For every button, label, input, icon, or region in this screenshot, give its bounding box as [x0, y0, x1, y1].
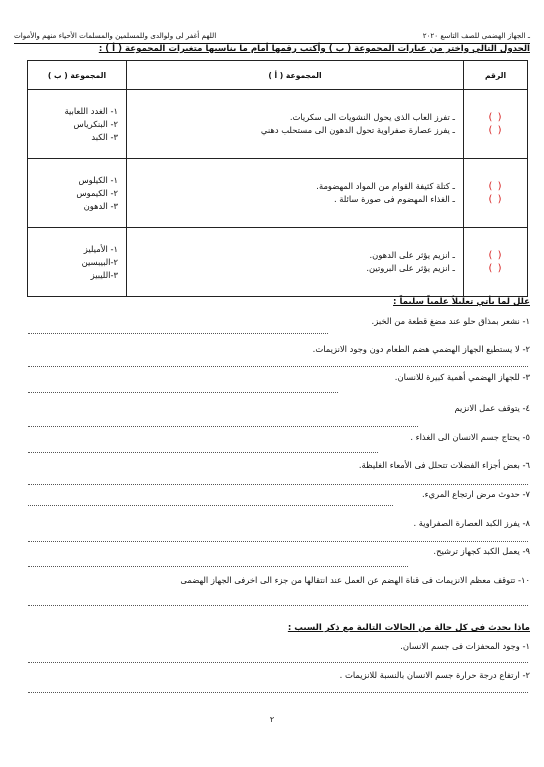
question-item: ١٠- تتوقف معظم الانزيمات فى قناة الهضم عن العمل عند انتقالها من جزء الى اخرفى الجهاز الهضمى [180, 575, 530, 585]
option: ٣-الليبيز [90, 269, 118, 280]
answer-blank[interactable]: ( ) [488, 125, 503, 136]
answer-line[interactable] [28, 541, 528, 542]
matching-table [27, 60, 528, 297]
question-item: ١- وجود المحفزات فى جسم الانسان. [400, 641, 530, 651]
page-header [14, 31, 530, 43]
question-item: ٥- يحتاج جسم الانسان الى الغذاء . [410, 432, 530, 442]
group-b-cell [28, 90, 127, 159]
page-number: ٢ [269, 715, 275, 724]
option: ١- الأميليز [83, 243, 118, 254]
q2-title: علل لما يأتي تعليلاً علمياً سليماً : [393, 297, 530, 307]
statement: ـ الغذاء المهضوم فى صورة سائلة . [333, 194, 455, 204]
question-item: ٩- يعمل الكبد كجهاز ترشيح. [433, 546, 530, 556]
statement: ـ انزيم يؤثر على الدهون. [369, 250, 455, 260]
option: ١- الكيلوس [78, 174, 118, 185]
answer-blank[interactable]: ( ) [488, 112, 503, 123]
group-b-cell [28, 159, 127, 228]
answer-line[interactable] [28, 366, 528, 367]
col-header-number: الرقم [464, 61, 528, 90]
answer-cell [464, 90, 528, 159]
group-a-cell [127, 90, 464, 159]
answer-line[interactable] [28, 333, 328, 334]
answer-blank[interactable]: ( ) [488, 250, 503, 261]
question-item: ٤- يتوقف عمل الانزيم [454, 403, 530, 413]
statement: ـ تفرز العاب الذى يحول النشويات الى سكريات. [289, 112, 455, 122]
q1-title: الجدول التالي واختر من عبارات المجموعة ( ب ) وأكتب رقمها أمام ما يناسبها متغيرات المجموعة ( أ ) : [98, 44, 530, 54]
question-item: ٢- ارتفاع درجة حرارة جسم الانسان بالنسبة للانزيمات . [339, 670, 530, 680]
answer-cell [464, 159, 528, 228]
answer-line[interactable] [28, 505, 393, 506]
answer-blank[interactable]: ( ) [488, 181, 503, 192]
col-header-group-a: المجموعة ( أ ) [127, 61, 464, 90]
option: ٣- الكبد [91, 131, 118, 142]
option: ١- الغدد اللعابية [64, 105, 118, 116]
option: ٣- الدهون [83, 200, 118, 211]
question-item: ٣- للجهاز الهضمي أهمية كبيرة للانسان. [394, 372, 530, 382]
answer-line[interactable] [28, 452, 378, 453]
option: ٢- البنكرياس [73, 118, 118, 129]
answer-line[interactable] [28, 605, 528, 606]
question-item: ٨- يفرز الكبد العصارة الصفراوية . [413, 518, 530, 528]
table-header-row [28, 61, 528, 90]
header-subject: ـ الجهاز الهضمى للصف التاسع ٢٠٢٠ [422, 31, 530, 40]
statement: ـ كتلة كثيفة القوام من المواد المهضومة. [316, 181, 455, 191]
header-prayer: اللهم أغفر لى ولوالدى وللمسلمين والمسلمات الأحياء منهم والأموات [14, 31, 217, 40]
statement: ـ يفرز عصارة صفراوية تحول الدهون الى مستحلب دهني [260, 125, 455, 135]
answer-line[interactable] [28, 426, 418, 427]
table-row [28, 228, 528, 297]
table-row [28, 159, 528, 228]
answer-line[interactable] [28, 692, 528, 693]
answer-line[interactable] [28, 484, 528, 485]
question-item: ٧- حدوث مرض ارتجاع المريء. [421, 489, 530, 499]
answer-cell [464, 228, 528, 297]
option: ٢- الكيموس [76, 187, 118, 198]
question-item: ١- نشعر بمذاق حلو عند مضغ قطعة من الخبز. [371, 316, 530, 326]
col-header-group-b: المجموعة ( ب ) [28, 61, 127, 90]
question-item: ٦- بعض أجزاء الفضلات تتحلل فى الأمعاء الغليظة. [358, 460, 530, 470]
statement: ـ انزيم يؤثر على البروتين. [366, 263, 455, 273]
group-a-cell [127, 228, 464, 297]
group-a-cell [127, 159, 464, 228]
question-item: ٢- لا يستطيع الجهاز الهضمي هضم الطعام دون وجود الانزيمات. [312, 344, 530, 354]
q3-title: ماذا يحدث فى كل حالة من الحالات التالية مع ذكر السبب : [287, 623, 530, 633]
answer-line[interactable] [28, 566, 408, 567]
answer-line[interactable] [28, 662, 528, 663]
group-b-cell [28, 228, 127, 297]
answer-blank[interactable]: ( ) [488, 194, 503, 205]
table-row [28, 90, 528, 159]
answer-line[interactable] [28, 392, 338, 393]
option: ٢-البيبسين [81, 256, 118, 267]
answer-blank[interactable]: ( ) [488, 263, 503, 274]
